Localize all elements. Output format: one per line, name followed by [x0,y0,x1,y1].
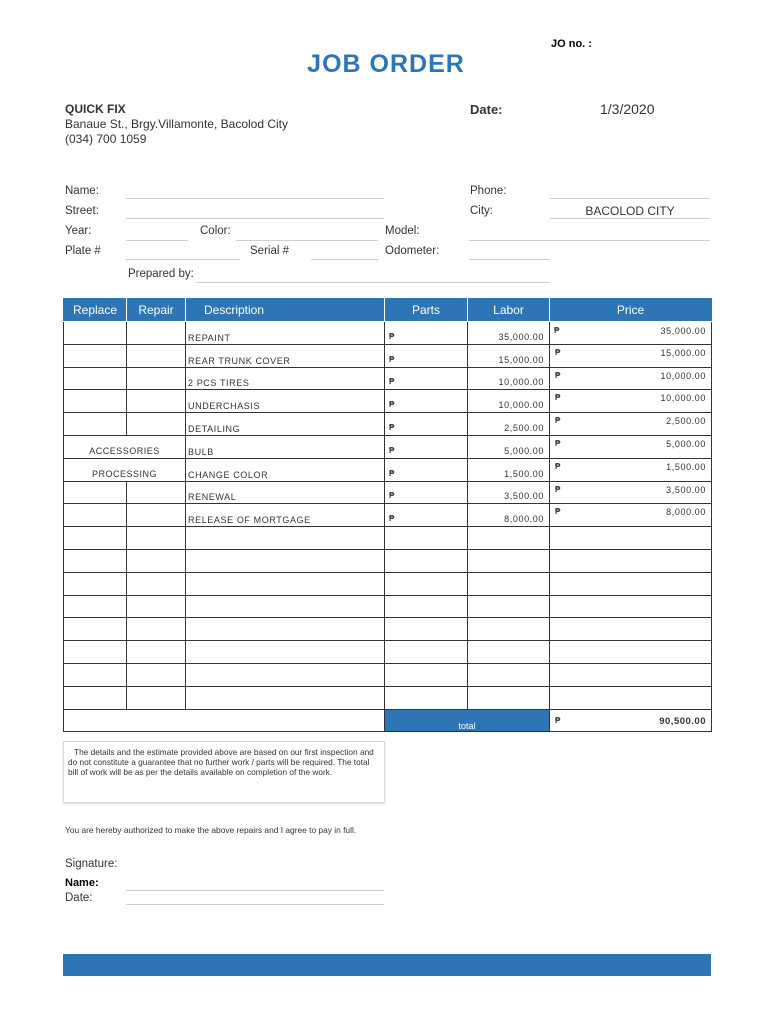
footer-bar [63,954,711,976]
cell-labor[interactable] [468,322,550,345]
cell-description[interactable] [186,344,385,367]
cell-price[interactable] [550,481,712,504]
total-label: total [385,709,550,731]
table-row [64,390,712,413]
peso-icon: ₱ [389,491,395,501]
color-field[interactable] [236,240,378,241]
cell-repair[interactable] [127,595,186,618]
peso-icon: ₱ [389,422,395,432]
model-field[interactable] [469,240,710,241]
price-amount: 1,500.00 [666,461,706,472]
table-row [64,618,712,641]
price-amount: 10,000.00 [660,393,706,404]
company-address: Banaue St., Brgy.Villamonte, Bacolod City [65,117,289,131]
price-amount: 5,000.00 [666,438,706,449]
cell-labor[interactable] [468,413,550,436]
cell-repair[interactable] [127,572,186,595]
city-value[interactable]: BACOLOD CITY [585,204,675,218]
cell-price[interactable] [550,572,712,595]
header-repair: Repair [127,299,186,322]
table-row [64,527,712,550]
cell-repair[interactable] [127,504,186,527]
cell-price[interactable] [550,413,712,436]
cell-price[interactable] [550,641,712,664]
header-parts: Parts [385,299,468,322]
table-row [64,458,712,481]
cell-labor[interactable] [468,367,550,390]
cell-repair[interactable] [127,413,186,436]
cell-parts[interactable] [385,686,468,709]
cell-parts[interactable] [385,367,468,390]
cell-price[interactable] [550,322,712,345]
labor-amount: 3,500.00 [504,491,544,502]
price-amount: 8,000.00 [666,507,706,518]
street-field[interactable] [126,218,384,219]
prepared-by-label: Prepared by: [128,268,194,280]
peso-icon: ₱ [389,445,395,455]
cell-replace[interactable] [64,322,127,345]
cell-replace[interactable] [64,390,127,413]
price-amount: 10,000.00 [660,370,706,381]
cell-parts[interactable] [385,435,468,458]
cell-description[interactable] [186,641,385,664]
cell-description[interactable] [186,527,385,550]
cell-replace[interactable] [64,367,127,390]
serial-field[interactable] [311,259,378,260]
table-row [64,504,712,527]
cell-labor[interactable] [468,481,550,504]
company-phone: (034) 700 1059 [65,132,147,146]
header-description: Description [186,299,385,322]
cell-description[interactable] [186,663,385,686]
cell-parts[interactable] [385,322,468,345]
cell-description[interactable] [186,435,385,458]
cell-replace[interactable] [64,527,127,550]
page-title: JOB ORDER [307,50,465,78]
date-value[interactable]: 1/3/2020 [600,101,655,117]
model-label: Model: [385,225,420,237]
cell-parts[interactable] [385,344,468,367]
cell-description[interactable] [186,481,385,504]
labor-amount: 35,000.00 [498,331,544,342]
cell-labor[interactable] [468,595,550,618]
serial-label: Serial # [250,245,289,257]
cell-labor[interactable] [468,618,550,641]
company-info [65,102,288,147]
cell-parts[interactable] [385,549,468,572]
cell-description[interactable] [186,595,385,618]
cell-description[interactable] [186,413,385,436]
labor-amount: 2,500.00 [504,422,544,433]
cell-description[interactable] [186,367,385,390]
cell-description[interactable] [186,458,385,481]
phone-label: Phone: [470,185,507,197]
cell-price[interactable] [550,527,712,550]
price-amount: 2,500.00 [666,416,706,427]
cell-repair[interactable] [127,549,186,572]
labor-amount: 10,000.00 [498,377,544,388]
table-row [64,641,712,664]
table-row [64,322,712,345]
cell-repair[interactable] [127,663,186,686]
cell-replace[interactable] [64,413,127,436]
table-row [64,595,712,618]
cell-description[interactable] [186,549,385,572]
price-amount: 3,500.00 [666,484,706,495]
prepared-by-field[interactable] [196,282,550,283]
peso-icon: ₱ [555,370,561,380]
cell-parts[interactable] [385,595,468,618]
cell-price[interactable] [550,344,712,367]
cell-price[interactable] [550,390,712,413]
cell-replace[interactable] [64,663,127,686]
company-name: QUICK FIX [65,102,126,116]
table-row [64,686,712,709]
labor-amount: 5,000.00 [504,445,544,456]
peso-icon: ₱ [555,393,561,403]
cell-replace[interactable] [64,572,127,595]
cell-parts[interactable] [385,504,468,527]
plate-label: Plate # [65,245,101,257]
cell-labor[interactable] [468,572,550,595]
peso-icon: ₱ [555,347,561,357]
item-description: CHANGE COLOR [188,469,269,480]
signature-label: Signature: [65,858,118,870]
table-body [64,322,712,710]
cell-description[interactable] [186,686,385,709]
cell-parts[interactable] [385,527,468,550]
category-label: ACCESSORIES [89,445,160,456]
cell-parts[interactable] [385,413,468,436]
color-label: Color: [200,225,231,237]
cell-price[interactable] [550,504,712,527]
peso-icon: ₱ [389,377,395,387]
cell-replace[interactable] [64,618,127,641]
cell-repair[interactable] [127,686,186,709]
cell-replace[interactable] [64,641,127,664]
item-description: REAR TRUNK COVER [188,355,291,366]
signature-date-label: Date: [65,892,93,904]
plate-field[interactable] [126,259,240,260]
cell-price[interactable] [550,435,712,458]
peso-icon: ₱ [555,715,561,725]
street-label: Street: [65,205,99,217]
cell-labor[interactable] [468,686,550,709]
table-row [64,481,712,504]
item-description: RENEWAL [188,492,237,503]
year-label: Year: [65,225,92,237]
cell-replace[interactable] [64,504,127,527]
cell-price[interactable] [550,663,712,686]
cell-repair[interactable] [127,367,186,390]
name-label: Name: [65,185,99,197]
phone-field[interactable] [550,198,710,199]
item-description: 2 PCS TIRES [188,378,250,389]
header-price: Price [550,299,712,322]
item-description: DETAILING [188,423,241,434]
terms-box [63,741,385,803]
terms-text: The details and the estimate provided above are based on our first inspection and do not constitute a guarantee that no further work / parts will be required. The total bill of work will be as per the details available on completion of the work. [68,747,374,777]
cell-price[interactable] [550,367,712,390]
cell-labor[interactable] [468,549,550,572]
labor-amount: 8,000.00 [504,514,544,525]
odometer-field[interactable] [469,259,550,260]
table-row [64,572,712,595]
cell-labor[interactable] [468,458,550,481]
city-field [550,218,710,219]
cell-labor[interactable] [468,435,550,458]
cell-replace[interactable] [64,595,127,618]
name-field[interactable] [126,198,384,199]
table-row [64,344,712,367]
total-row [64,709,712,731]
cell-labor[interactable] [468,390,550,413]
cell-labor[interactable] [468,344,550,367]
signature-name-field[interactable] [126,890,384,891]
cell-repair[interactable] [127,322,186,345]
cell-description[interactable] [186,390,385,413]
table-row [64,413,712,436]
header-labor: Labor [468,299,550,322]
labor-amount: 15,000.00 [498,354,544,365]
authorization-text: You are hereby authorized to make the above repairs and I agree to pay in full. [65,825,357,835]
peso-icon: ₱ [555,438,561,448]
date-label: Date: [470,102,503,117]
cell-price[interactable] [550,458,712,481]
total-amount-cell [550,709,712,731]
cell-description[interactable] [186,618,385,641]
cell-replace[interactable] [64,549,127,572]
table-row [64,367,712,390]
peso-icon: ₱ [555,484,561,494]
item-description: RELEASE OF MORTGAGE [188,515,311,526]
peso-icon: ₱ [555,507,561,517]
cell-replace[interactable] [64,344,127,367]
item-description: REPAINT [188,332,231,343]
total-spacer [64,709,385,731]
cell-labor[interactable] [468,504,550,527]
item-description: UNDERCHASIS [188,401,261,412]
peso-icon: ₱ [389,331,395,341]
cell-repair[interactable] [127,618,186,641]
signature-date-field[interactable] [126,904,384,905]
cell-parts[interactable] [385,618,468,641]
cell-description[interactable] [186,504,385,527]
peso-icon: ₱ [389,514,395,524]
cell-description[interactable] [186,572,385,595]
jo-number-label: JO no. : [551,38,592,50]
cell-replace[interactable] [64,458,186,481]
cell-replace[interactable] [64,686,127,709]
table-header-row [64,299,712,322]
table-row [64,549,712,572]
header-replace: Replace [64,299,127,322]
cell-parts[interactable] [385,458,468,481]
cell-parts[interactable] [385,663,468,686]
cell-description[interactable] [186,322,385,345]
cell-price[interactable] [550,618,712,641]
price-amount: 35,000.00 [660,325,706,336]
peso-icon: ₱ [554,325,560,335]
peso-icon: ₱ [389,354,395,364]
cell-price[interactable] [550,686,712,709]
cell-price[interactable] [550,595,712,618]
cell-repair[interactable] [127,390,186,413]
price-amount: 15,000.00 [660,347,706,358]
city-label: City: [470,205,493,217]
cell-labor[interactable] [468,527,550,550]
cell-repair[interactable] [127,641,186,664]
cell-repair[interactable] [127,344,186,367]
job-order-table [63,298,712,732]
peso-icon: ₱ [389,400,395,410]
total-amount: 90,500.00 [659,715,706,727]
peso-icon: ₱ [389,468,395,478]
odometer-label: Odometer: [385,245,440,257]
year-field[interactable] [126,240,188,241]
labor-amount: 1,500.00 [504,468,544,479]
cell-parts[interactable] [385,390,468,413]
signature-name-label: Name: [65,877,99,889]
peso-icon: ₱ [555,461,561,471]
cell-labor[interactable] [468,641,550,664]
cell-repair[interactable] [127,481,186,504]
table-row [64,435,712,458]
labor-amount: 10,000.00 [498,400,544,411]
table-row [64,663,712,686]
cell-parts[interactable] [385,481,468,504]
cell-parts[interactable] [385,572,468,595]
item-description: BULB [188,446,214,457]
cell-replace[interactable] [64,435,186,458]
cell-labor[interactable] [468,663,550,686]
cell-replace[interactable] [64,481,127,504]
cell-price[interactable] [550,549,712,572]
cell-parts[interactable] [385,641,468,664]
category-label: PROCESSING [91,468,157,479]
cell-repair[interactable] [127,527,186,550]
peso-icon: ₱ [555,416,561,426]
